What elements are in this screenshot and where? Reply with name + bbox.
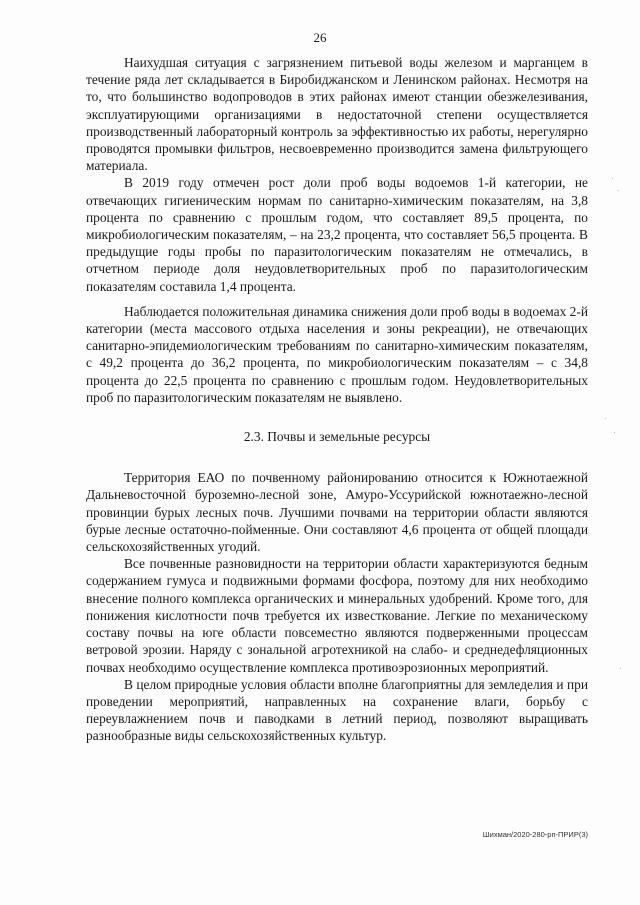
paragraph-category-1-water: В 2019 году отмечен рост доли проб воды водоемов 1-й категории, не отвечающих гигиеническим нормам по санитарно-химическим показателям, на 3,8 процента по сравнению с прошлым годом, что составляет 89,5 процента, по микробиологическим показателям, – на 23,2 процента, что составляет 56,5 процента. В предыдущие годы пробы по паразитологическим показателям не отмечались, в отчетном периоде доля неудовлетворительных проб по паразитологическим показателям составила 1,4 процента.	[86, 175, 588, 294]
paragraph-soil-zoning: Территория ЕАО по почвенному районированию относится к Южнотаежной Дальневосточной буроземно-лесной зоне, Амуро-Уссурийской южнотаежно-лесной провинции бурых лесных почв. Лучшими почвами на территории области являются бурые лесные остаточно-пойменные. Они составляют 4,6 процента от общей площади сельскохозяйственных угодий.	[86, 470, 588, 555]
scan-artifact	[614, 432, 615, 433]
scan-artifact	[605, 418, 606, 419]
scan-artifact	[618, 190, 619, 191]
document-footer-code: Шихман/2020-280-рп-ПРИР(3)	[482, 830, 588, 839]
scan-artifact	[620, 668, 621, 669]
section-heading-soils: 2.3. Почвы и земельные ресурсы	[243, 429, 431, 445]
page-number: 26	[313, 30, 327, 45]
paragraph-category-2-water: Наблюдается положительная динамика снижения доли проб воды в водоемах 2-й категории (места массового отдыха населения и зоны рекреации), не отвечающих санитарно-эпидемиологическим требованиям по санитарно-химическим показателям, с 49,2 процента до 36,2 процента, по микробиологическим показателям – с 34,8 процента до 22,5 процента по сравнению с прошлым годом. Неудовлетворительных проб по паразитологическим показателям не выявлено.	[86, 303, 588, 405]
paragraph-agriculture-conditions: В целом природные условия области вполне благоприятны для земледелия и при проведении мероприятий, направленных на сохранение влаги, борьбу с переувлажнением почв и паводками в летний период, позволяют выращивать разнообразные виды сельскохозяйственных культур.	[86, 676, 588, 744]
paragraph-soil-fertility: Все почвенные разновидности на территории области характеризуются бедным содержанием гумуса и подвижными формами фосфора, поэтому для них необходимо внесение полного комплекса органических и минеральных удобрений. Кроме того, для понижения кислотности почв требуется их известкование. Легкие по механическому составу почвы на юге области повсеместно являются подверженными процессам ветровой эрозии. Наряду с зональной агротехникой на слабо- и среднедефляционных почвах необходимо осуществление комплекса противоэрозионных мероприятий.	[86, 556, 588, 675]
scan-artifact	[612, 178, 613, 179]
document-body	[86, 54, 588, 745]
paragraph-iron-manganese: Наихудшая ситуация с загрязнением питьевой воды железом и марганцем в течение ряда лет складывается в Биробиджанском и Ленинском районах. Несмотря на то, что большинство водопроводов в этих районах имеют станции обезжелезивания, эксплуатирующими организациями в недостаточной степени осуществляется производственный лабораторный контроль за эффективностью их работы, нерегулярно проводятся промывки фильтров, несвоевременно производится замена фильтрующего материала.	[86, 55, 588, 174]
